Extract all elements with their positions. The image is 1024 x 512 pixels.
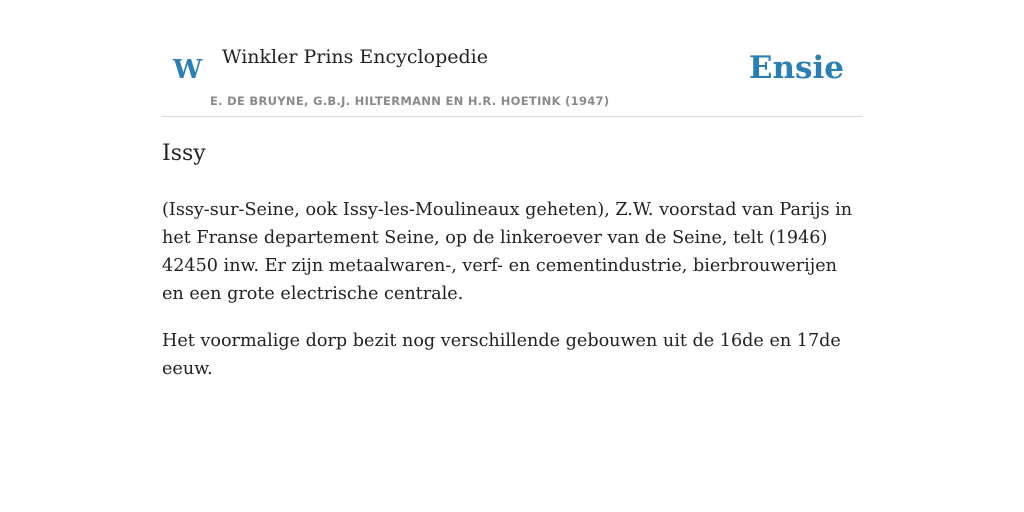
article-paragraph: Het voormalige dorp bezit nog verschillende gebouwen uit de 16de en 17de eeuw. [162,331,841,379]
article-paragraph: (Issy-sur-Seine, ook Issy-les-Moulineaux geheten), Z.W. voorstad van Parijs in het Franse departement Seine, op de linkeroever van de Seine, telt (1946) 42450 inw. Er zijn metaalwaren-, verf- en cementindustrie, bierbrouwerijen en een grote electrische centrale. [162,200,853,304]
source-title-link[interactable]: Winkler Prins Encyclopedie [222,46,488,68]
ensie-logo[interactable]: Ensie [748,50,844,86]
article [162,136,862,402]
source-header [162,40,862,117]
article-title: Issy [162,141,206,166]
source-authors: E. DE BRUYNE, G.B.J. HILTERMANN EN H.R. HOETINK (1947) [210,94,610,108]
winkler-prins-logo[interactable]: W [173,55,203,85]
